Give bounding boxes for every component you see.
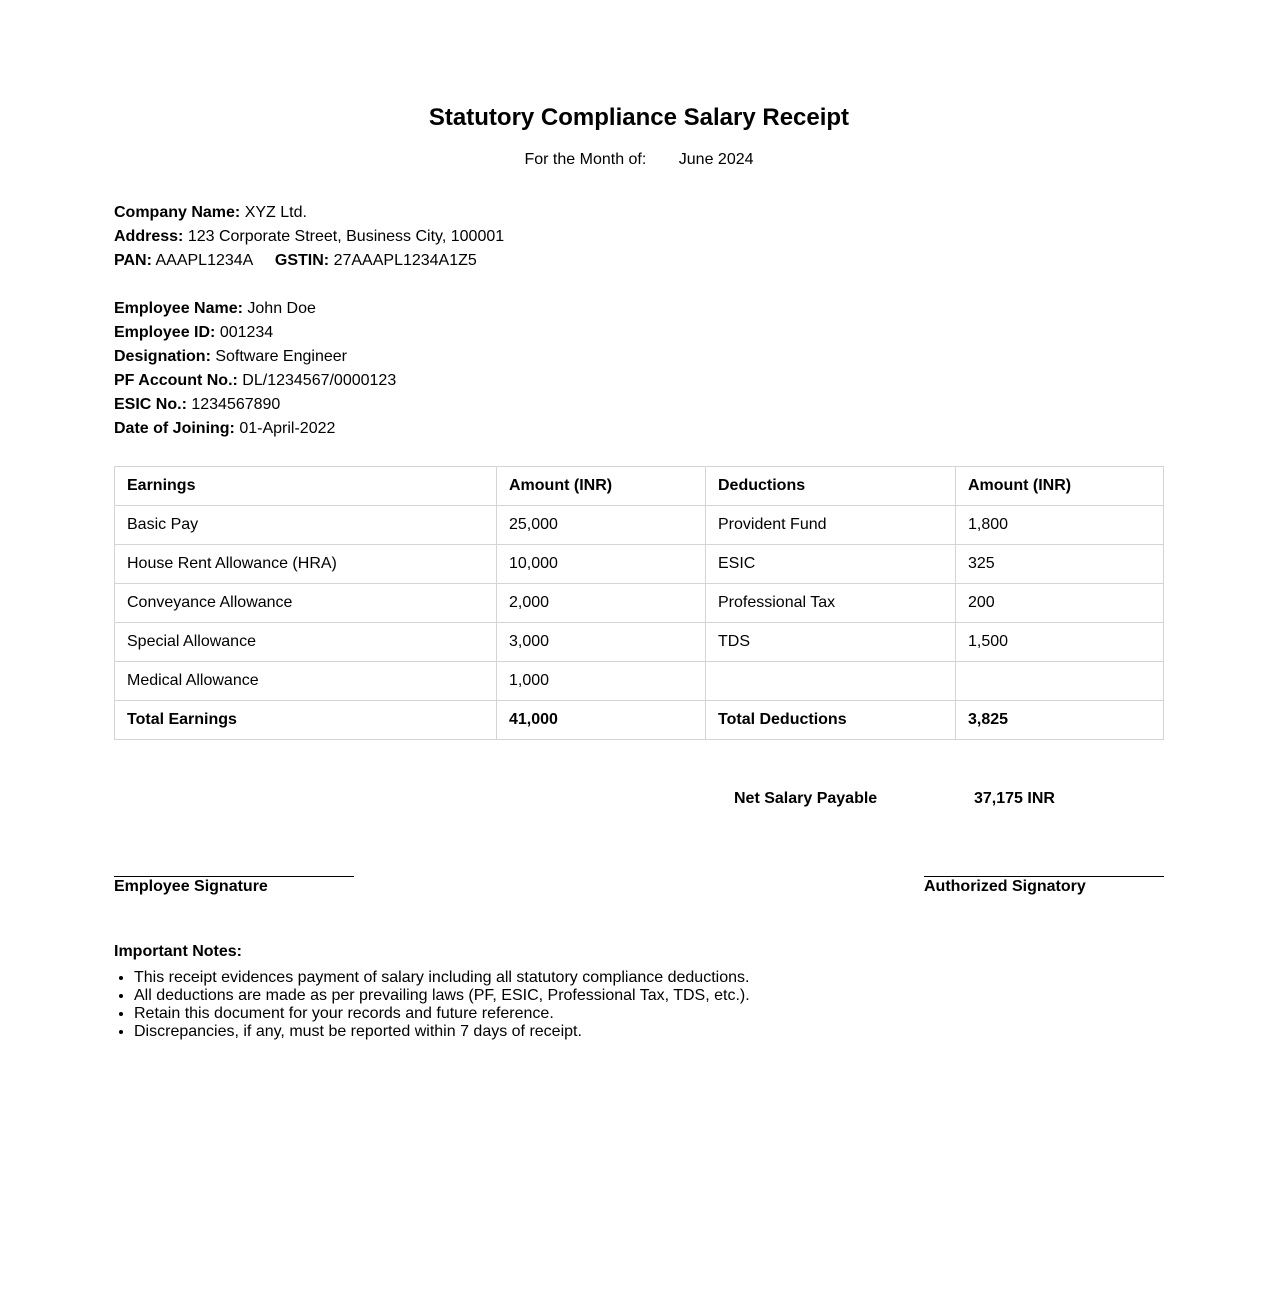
- earning-name: Conveyance Allowance: [115, 584, 497, 623]
- deduction-amount: 1,500: [956, 623, 1164, 662]
- deduction-amount: 200: [956, 584, 1164, 623]
- deduction-name: Provident Fund: [706, 506, 956, 545]
- employee-details: [114, 297, 396, 441]
- month-label: For the Month of:: [524, 151, 647, 168]
- pf-account-line: [114, 369, 396, 393]
- company-details: [114, 201, 504, 273]
- employee-signature: Employee Signature: [114, 876, 354, 897]
- company-address-line: [114, 225, 504, 249]
- total-earnings-value: 41,000: [497, 701, 706, 740]
- deduction-amount: [956, 662, 1164, 701]
- net-salary-value: 37,175 INR: [974, 790, 1055, 807]
- net-salary-label: Net Salary Payable: [734, 790, 878, 807]
- table-row: [115, 545, 1164, 584]
- employee-id-value: 001234: [219, 324, 274, 341]
- deduction-name: ESIC: [706, 545, 956, 584]
- salary-table: [114, 466, 1164, 740]
- company-name-value: XYZ Ltd.: [244, 204, 307, 221]
- earning-amount: 25,000: [497, 506, 706, 545]
- earning-amount: 2,000: [497, 584, 706, 623]
- gstin-value: 27AAAPL1234A1Z5: [333, 252, 477, 269]
- date-of-joining-label: Date of Joining:: [114, 420, 235, 437]
- pan-value: AAAPL1234A: [155, 252, 253, 269]
- total-earnings-label: Total Earnings: [115, 701, 497, 740]
- list-item: • All deductions are made as per prevailing laws (PF, ESIC, Professional Tax, TDS, etc.).: [134, 987, 1134, 1005]
- header-deductions: Deductions: [706, 467, 956, 506]
- earning-amount: 3,000: [497, 623, 706, 662]
- authorized-signatory: Authorized Signatory: [924, 876, 1164, 897]
- pf-account-value: DL/1234567/0000123: [242, 372, 397, 389]
- designation-label: Designation:: [114, 348, 211, 365]
- gstin-label: GSTIN:: [274, 252, 330, 269]
- deduction-name: Professional Tax: [706, 584, 956, 623]
- table-row: [115, 506, 1164, 545]
- notes-list: [114, 969, 1134, 1041]
- header-earnings-amount: Amount (INR): [497, 467, 706, 506]
- header-earnings: Earnings: [115, 467, 497, 506]
- esic-line: [114, 393, 396, 417]
- employee-name-line: [114, 297, 396, 321]
- notes-heading: Important Notes:: [114, 943, 242, 960]
- earning-name: House Rent Allowance (HRA): [115, 545, 497, 584]
- company-name-line: [114, 201, 504, 225]
- esic-value: 1234567890: [191, 396, 281, 413]
- list-item: • Discrepancies, if any, must be reported within 7 days of receipt.: [134, 1023, 1134, 1041]
- earning-amount: 1,000: [497, 662, 706, 701]
- pf-account-label: PF Account No.:: [114, 372, 238, 389]
- pan-label: PAN:: [114, 252, 152, 269]
- total-deductions-label: Total Deductions: [706, 701, 956, 740]
- employee-id-line: [114, 321, 396, 345]
- deduction-amount: 1,800: [956, 506, 1164, 545]
- earning-name: Special Allowance: [115, 623, 497, 662]
- deduction-name: [706, 662, 956, 701]
- company-address-label: Address:: [114, 228, 184, 245]
- employee-name-value: John Doe: [247, 300, 316, 317]
- designation-line: [114, 345, 396, 369]
- earning-name: Medical Allowance: [115, 662, 497, 701]
- list-item: • This receipt evidences payment of salary including all statutory compliance deductions.: [134, 969, 1134, 987]
- table-total-row: [115, 701, 1164, 740]
- company-name-label: Company Name:: [114, 204, 241, 221]
- company-address-value: 123 Corporate Street, Business City, 100001: [187, 228, 505, 245]
- earning-name: Basic Pay: [115, 506, 497, 545]
- earning-amount: 10,000: [497, 545, 706, 584]
- month-line: [114, 150, 1164, 170]
- esic-label: ESIC No.:: [114, 396, 187, 413]
- table-row: [115, 623, 1164, 662]
- table-row: [115, 662, 1164, 701]
- document-title: Statutory Compliance Salary Receipt: [428, 104, 850, 131]
- header-deductions-amount: Amount (INR): [956, 467, 1164, 506]
- list-item: • Retain this document for your records and future reference.: [134, 1005, 1134, 1023]
- month-value: June 2024: [678, 151, 754, 168]
- employee-name-label: Employee Name:: [114, 300, 243, 317]
- table-row: [115, 584, 1164, 623]
- deduction-name: TDS: [706, 623, 956, 662]
- date-of-joining-value: 01-April-2022: [239, 420, 336, 437]
- table-header-row: [115, 467, 1164, 506]
- deduction-amount: 325: [956, 545, 1164, 584]
- designation-value: Software Engineer: [215, 348, 347, 365]
- employee-id-label: Employee ID:: [114, 324, 216, 341]
- total-deductions-value: 3,825: [956, 701, 1164, 740]
- date-of-joining-line: [114, 417, 396, 441]
- company-tax-ids-line: [114, 249, 504, 273]
